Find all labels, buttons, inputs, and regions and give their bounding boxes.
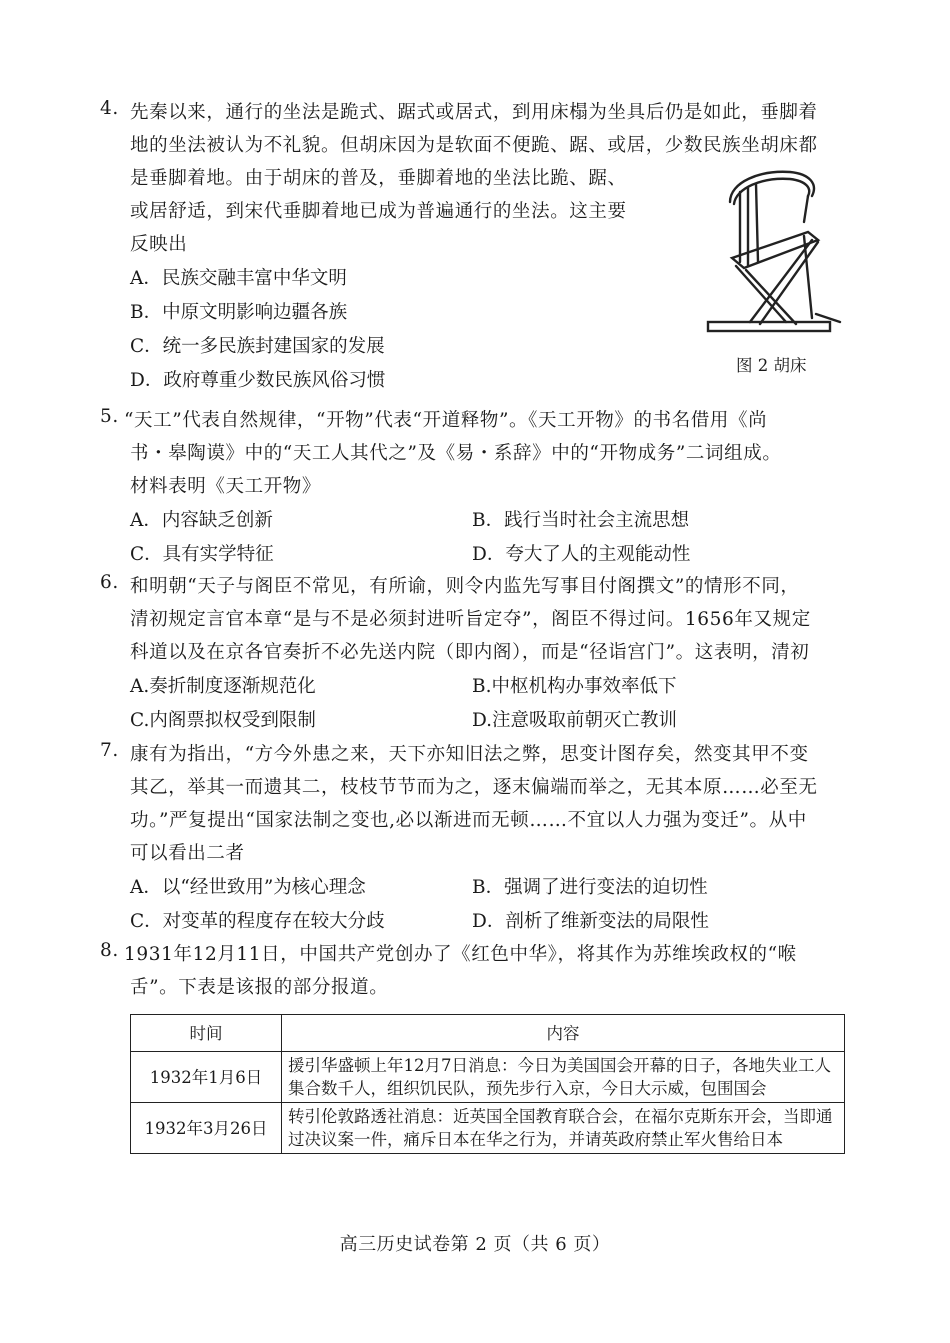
- question-text-line: 反映出: [130, 234, 188, 255]
- question-text-line: 材料表明《天工开物》: [130, 476, 322, 497]
- table-header-row: [131, 1015, 845, 1052]
- question-text-line: 地的坐法被认为不礼貌。但胡床因为是软面不便跪、踞、或居，少数民族坐胡床都: [130, 135, 818, 156]
- option-b: B．强调了进行变法的迫切性: [472, 877, 708, 898]
- option-d: D．剖析了维新变法的局限性: [472, 911, 709, 932]
- option-a: A.奏折制度逐渐规范化: [130, 676, 316, 697]
- question-text-line: 书・皋陶谟》中的“天工人其代之”及《易・系辞》中的“开物成务”二词组成。: [130, 443, 782, 464]
- question-text-line: 康有为指出，“方今外患之来，天下亦知旧法之弊，思变计图存矣，然变其甲不变: [130, 744, 809, 765]
- option-b: B．中原文明影响边疆各族: [130, 302, 348, 323]
- question-text-line: 其乙，举其一而遗其二，枝枝节节而为之，逐末偏端而举之，无其本原……必至无: [130, 777, 818, 798]
- header-time: 时间: [131, 1015, 282, 1052]
- question-6: [100, 572, 852, 732]
- table-row: [131, 1052, 845, 1103]
- question-text-line: 可以看出二者: [130, 843, 245, 864]
- question-text-line: 或居舒适，到宋代垂脚着地已成为普遍通行的坐法。这主要: [130, 201, 627, 222]
- question-text-line: 是垂脚着地。由于胡床的普及，垂脚着地的坐法比跪、踞、: [130, 168, 627, 189]
- option-c: C.内阁票拟权受到限制: [130, 710, 316, 731]
- option-c: C．统一多民族封建国家的发展: [130, 336, 385, 357]
- question-text-line: 科道以及在京各官奏折不必先送内院（即内阁），而是“径诣宫门”。这表明，清初: [130, 642, 810, 663]
- folding-chair-illustration: [700, 162, 850, 342]
- cell-time: 1932年3月26日: [131, 1103, 282, 1154]
- news-report-table: [130, 1014, 845, 1154]
- question-text-line: 舌”。下表是该报的部分报道。: [130, 977, 389, 998]
- question-text-line: 清初规定言官本章“是与不是必须封进听旨定夺”，阁臣不得过问。1656年又规定: [130, 609, 811, 630]
- option-b: B.中枢机构办事效率低下: [472, 676, 677, 697]
- figure-caption: 图 2 胡床: [736, 356, 807, 375]
- table-row: [131, 1103, 845, 1154]
- cell-content: 转引伦敦路透社消息：近英国全国教育联合会，在福尔克斯东开会，当即通过决议案一件，痛斥日本在华之行为，并请英政府禁止军火售给日本: [282, 1103, 845, 1154]
- option-a: A．内容缺乏创新: [130, 510, 273, 531]
- option-c: C．具有实学特征: [130, 544, 274, 565]
- question-text-line: “天工”代表自然规律，“开物”代表“开道释物”。《天工开物》的书名借用《尚: [124, 410, 768, 431]
- option-b: B．践行当时社会主流思想: [472, 510, 690, 531]
- option-c: C．对变革的程度存在较大分歧: [130, 911, 385, 932]
- question-number: 5.: [100, 406, 119, 427]
- cell-time: 1932年1月6日: [131, 1052, 282, 1103]
- page-footer: 高三历史试卷第 2 页（共 6 页）: [339, 1234, 611, 1255]
- question-7: [100, 740, 852, 932]
- question-text-line: 1931年12月11日，中国共产党创办了《红色中华》，将其作为苏维埃政权的“喉: [124, 944, 797, 965]
- option-d: D．夸大了人的主观能动性: [472, 544, 691, 565]
- question-number: 6.: [100, 572, 119, 593]
- question-number: 8.: [100, 940, 119, 961]
- cell-content: 援引华盛顿上年12月7日消息：今日为美国国会开幕的日子，各地失业工人集合数千人，组织饥民队，预先步行入京，今日大示威，包围国会: [282, 1052, 845, 1103]
- header-content: 内容: [282, 1015, 845, 1052]
- option-d: D.注意吸取前朝灭亡教训: [472, 710, 678, 731]
- figure-hu-chuang: [700, 162, 850, 380]
- question-number: 4.: [100, 98, 119, 119]
- question-5: [100, 406, 852, 566]
- option-d: D．政府尊重少数民族风俗习惯: [130, 370, 386, 391]
- question-text-line: 先秦以来，通行的坐法是跪式、踞式或居式，到用床榻为坐具后仍是如此，垂脚着: [130, 102, 818, 123]
- question-text-line: 和明朝“天子与阁臣不常见，有所谕，则令内监先写事目付阁撰文”的情形不同，: [130, 576, 800, 597]
- question-8: [100, 940, 852, 1006]
- question-text-line: 功。”严复提出“国家法制之变也,必以渐进而无顿……不宜以人力强为变迁”。从中: [130, 810, 807, 831]
- option-a: A．民族交融丰富中华文明: [130, 268, 347, 289]
- option-a: A．以“经世致用”为核心理念: [130, 877, 366, 898]
- question-number: 7.: [100, 740, 119, 761]
